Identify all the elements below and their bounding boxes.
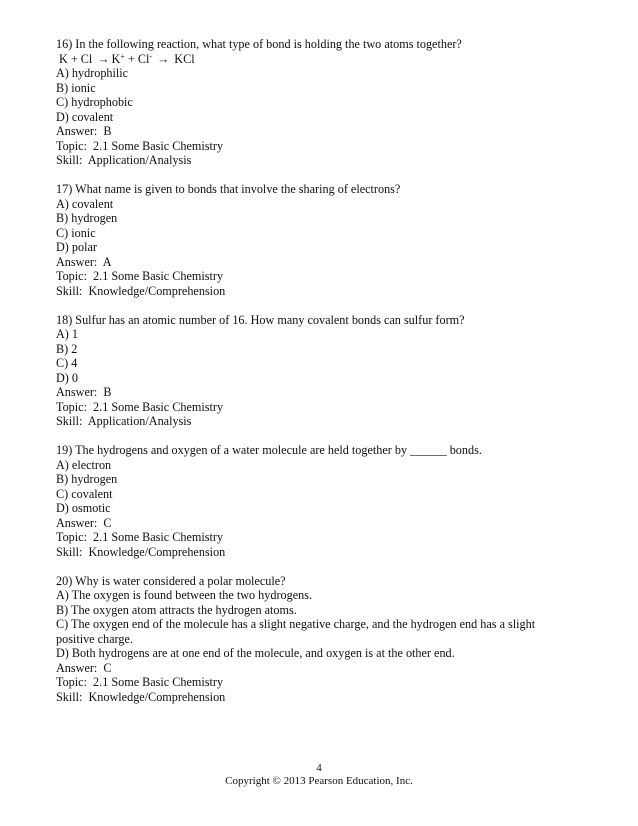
answer: Answer: C (56, 515, 112, 530)
answer: Answer: A (56, 254, 112, 269)
skill: Skill: Application/Analysis (56, 153, 192, 167)
option-c-continued: positive charge. (56, 631, 133, 646)
option-c: C) ionic (56, 225, 96, 240)
question-17 (56, 182, 596, 298)
option-d: D) Both hydrogens are at one end of the molecule, and oxygen is at the other end. (56, 646, 455, 660)
option-a: A) The oxygen is found between the two hydrogens. (56, 588, 312, 602)
option-c: C) 4 (56, 356, 78, 370)
potassium-ion: K (111, 51, 121, 66)
answer: Answer: B (56, 124, 112, 138)
document-page (56, 37, 596, 719)
skill: Skill: Application/Analysis (56, 414, 192, 428)
option-a: A) hydrophilic (56, 66, 129, 80)
chloride-ion: Cl (137, 51, 150, 66)
option-b: B) ionic (56, 80, 96, 95)
potassium-charge: + (120, 51, 125, 61)
question-stem: 19) The hydrogens and oxygen of a water molecule are held together by ______ bonds. (56, 443, 482, 457)
option-c: C) covalent (56, 486, 113, 501)
skill: Skill: Knowledge/Comprehension (56, 689, 226, 704)
option-d: D) polar (56, 240, 97, 254)
topic: Topic: 2.1 Some Basic Chemistry (56, 138, 224, 153)
product: KCl (174, 51, 195, 66)
option-c: C) hydrophobic (56, 95, 133, 109)
question-16 (56, 37, 596, 168)
topic: Topic: 2.1 Some Basic Chemistry (56, 675, 224, 689)
option-b: B) hydrogen (56, 472, 118, 486)
option-b: B) 2 (56, 341, 78, 356)
question-18 (56, 313, 596, 429)
question-19 (56, 443, 596, 559)
page-footer (0, 762, 638, 788)
option-a: A) electron (56, 457, 112, 472)
option-d: D) osmotic (56, 501, 111, 515)
reaction-arrow-2: → (157, 51, 170, 66)
option-b: B) hydrogen (56, 211, 118, 225)
skill: Skill: Knowledge/Comprehension (56, 544, 226, 559)
topic: Topic: 2.1 Some Basic Chemistry (56, 399, 224, 414)
question-20 (56, 574, 596, 705)
question-stem: 17) What name is given to bonds that involve the sharing of electrons? (56, 182, 401, 196)
option-a: A) 1 (56, 327, 79, 341)
question-stem: 20) Why is water considered a polar molecule? (56, 573, 286, 588)
question-stem: 16) In the following reaction, what type of bond is holding the two atoms together? (56, 37, 462, 51)
reactants: K + Cl (59, 51, 93, 66)
reaction-arrow: → (97, 51, 110, 66)
chloride-charge: - (149, 51, 153, 61)
option-b: B) The oxygen atom attracts the hydrogen atoms. (56, 602, 297, 617)
option-d: D) 0 (56, 370, 79, 385)
topic: Topic: 2.1 Some Basic Chemistry (56, 530, 224, 544)
question-stem: 18) Sulfur has an atomic number of 16. How many covalent bonds can sulfur form? (56, 312, 465, 327)
answer: Answer: C (56, 660, 112, 675)
page-number: 4 (316, 762, 322, 774)
answer: Answer: B (56, 385, 112, 399)
option-c: C) The oxygen end of the molecule has a slight negative charge, and the hydrogen end has a slight (56, 617, 536, 631)
chemical-reaction (56, 52, 596, 67)
topic: Topic: 2.1 Some Basic Chemistry (56, 269, 224, 283)
option-d: D) covalent (56, 109, 114, 124)
option-a: A) covalent (56, 196, 114, 211)
copyright-notice: Copyright © 2013 Pearson Education, Inc. (225, 775, 413, 787)
plus-sign: + (124, 51, 138, 66)
skill: Skill: Knowledge/Comprehension (56, 283, 226, 298)
